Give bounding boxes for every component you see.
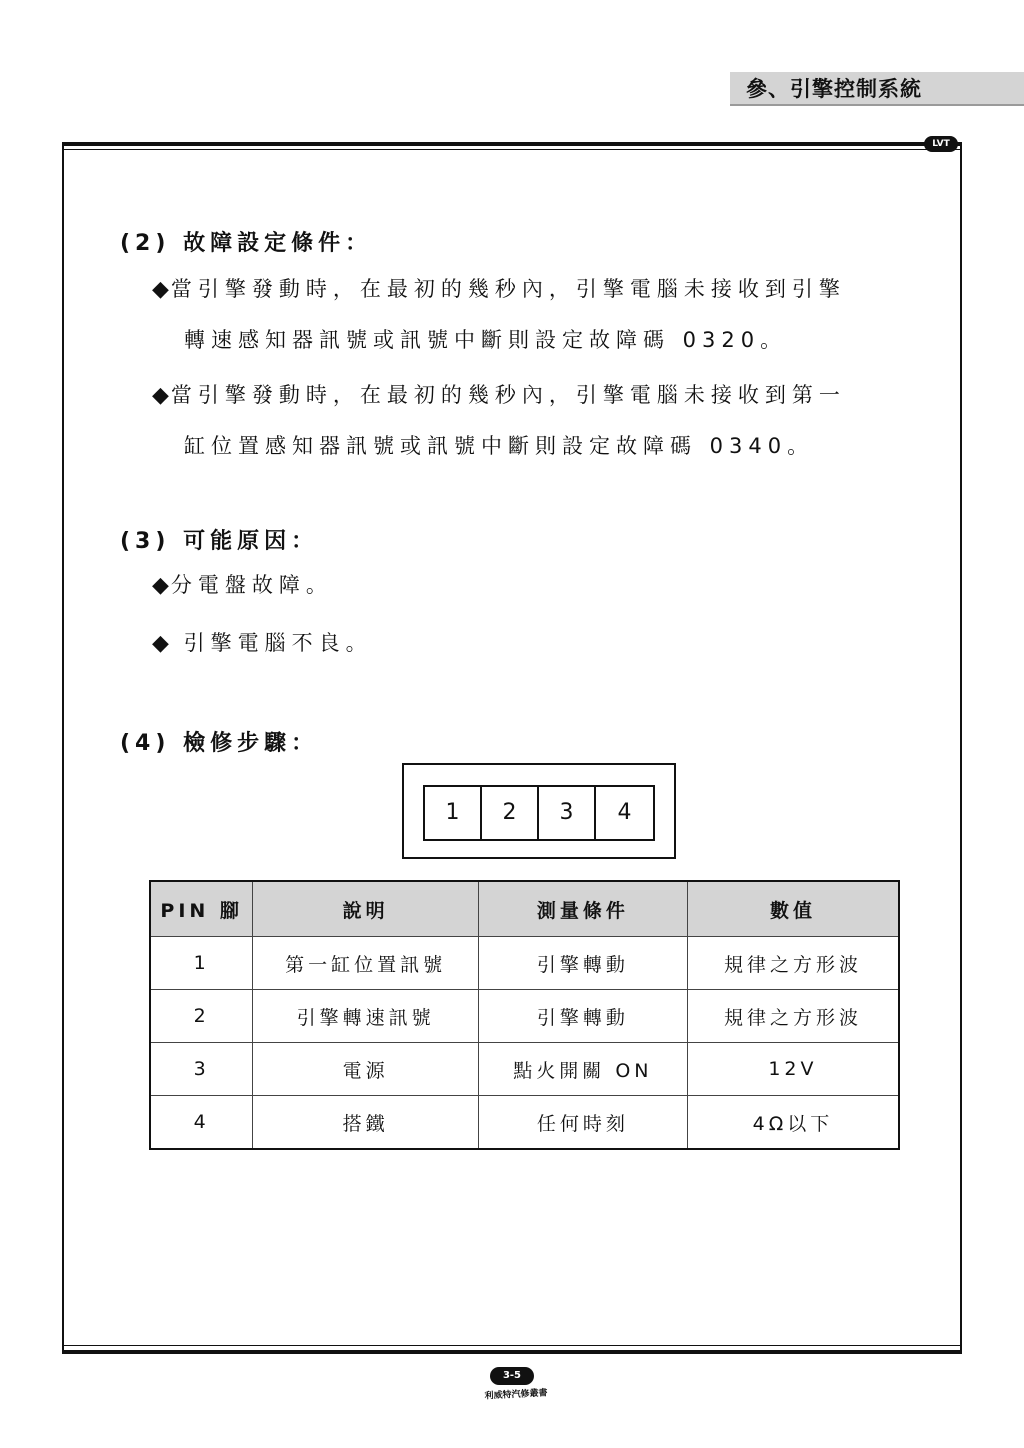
possible-cause-text: 引擎電腦不良。 — [183, 631, 373, 655]
table-row — [150, 1043, 899, 1096]
table-cell: 引擎轉動 — [478, 990, 687, 1043]
publisher-logo: 利威特汽修叢書 — [484, 1388, 548, 1402]
table-cell: 電源 — [253, 1043, 479, 1096]
table-header-row — [150, 881, 899, 937]
connector-pin: 2 — [482, 787, 539, 839]
pin-table — [149, 880, 900, 1150]
table-cell: 12V — [687, 1043, 899, 1096]
section-4-heading: (4) 檢修步驟： — [120, 731, 319, 756]
fault-condition-line2: 轉速感知器訊號或訊號中斷則設定故障碼 0320。 — [184, 328, 788, 352]
table-cell: 引擎轉動 — [478, 937, 687, 990]
connector-pin: 3 — [539, 787, 596, 839]
column-header: 說明 — [253, 881, 479, 937]
bottom-rule — [62, 1350, 962, 1354]
section-3-heading: (3) 可能原因： — [120, 529, 319, 554]
connector-pin-row — [423, 785, 655, 841]
lvt-logo-icon: LVT — [924, 136, 958, 152]
chapter-title: 參、引擎控制系統 — [730, 72, 1024, 106]
table-cell: 搭鐵 — [253, 1096, 479, 1150]
table-row — [150, 990, 899, 1043]
fault-condition-line2: 缸位置感知器訊號或訊號中斷則設定故障碼 0340。 — [184, 434, 815, 458]
table-cell: 2 — [150, 990, 253, 1043]
diamond-bullet-icon: ◆ — [152, 631, 171, 656]
column-header: PIN 腳 — [150, 881, 253, 937]
table-cell: 引擎轉速訊號 — [253, 990, 479, 1043]
table-cell: 3 — [150, 1043, 253, 1096]
page-number: 3-5 — [490, 1367, 534, 1385]
table-cell: 點火開關 ON — [478, 1043, 687, 1096]
table-cell: 規律之方形波 — [687, 937, 899, 990]
connector-pin: 4 — [617, 800, 632, 825]
diamond-bullet-icon: ◆ — [152, 573, 171, 598]
table-cell: 1 — [150, 937, 253, 990]
possible-cause-item — [152, 560, 942, 611]
fault-condition-line1: 當引擎發動時，在最初的幾秒內，引擎電腦未接收到第一 — [170, 383, 846, 407]
diamond-bullet-icon: ◆ — [152, 277, 171, 302]
column-header: 數值 — [687, 881, 899, 937]
bottom-rule-thin — [62, 1345, 962, 1346]
column-header: 測量條件 — [478, 881, 687, 937]
possible-cause-text: 分電盤故障。 — [170, 573, 333, 597]
fault-condition-line1: 當引擎發動時，在最初的幾秒內，引擎電腦未接收到引擎 — [170, 277, 846, 301]
fault-condition-item — [152, 264, 942, 365]
connector-diagram — [402, 763, 676, 859]
table-cell: 4 — [150, 1096, 253, 1150]
connector-pin: 1 — [425, 787, 482, 839]
fault-condition-item — [152, 370, 942, 471]
table-row — [150, 937, 899, 990]
table-row — [150, 1096, 899, 1150]
table-cell: 第一缸位置訊號 — [253, 937, 479, 990]
diamond-bullet-icon: ◆ — [152, 383, 171, 408]
table-cell: 任何時刻 — [478, 1096, 687, 1150]
section-2-heading: (2) 故障設定條件： — [120, 231, 373, 256]
possible-cause-item — [152, 618, 942, 669]
table-cell: 4Ω以下 — [687, 1096, 899, 1150]
table-cell: 規律之方形波 — [687, 990, 899, 1043]
